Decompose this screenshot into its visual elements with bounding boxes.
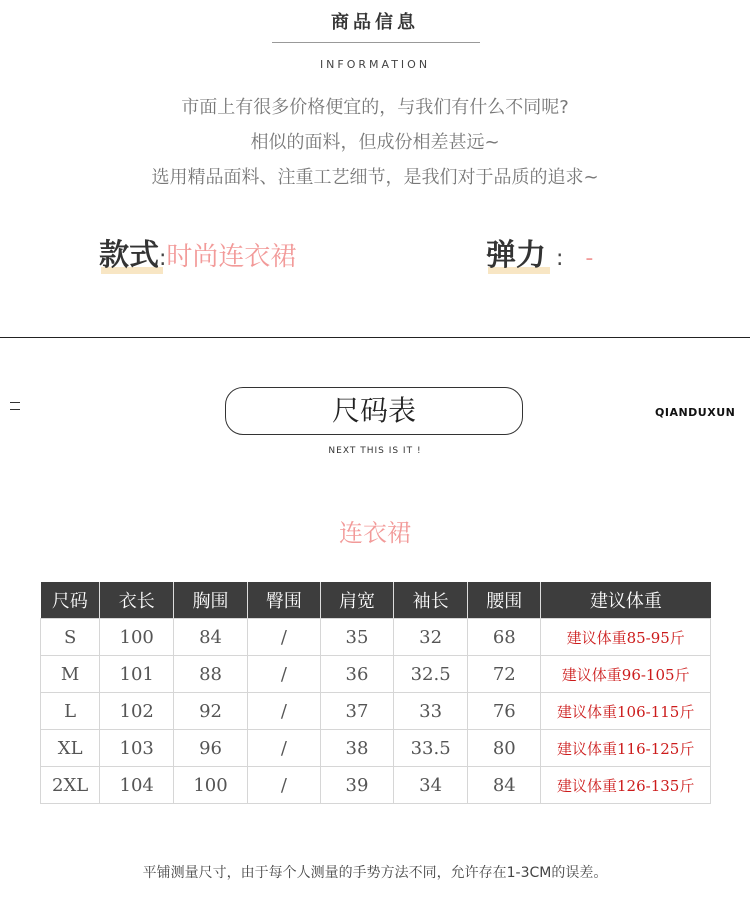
elastic-value: - <box>585 246 594 271</box>
style-value: 时尚连衣裙 <box>166 242 297 272</box>
cell-hip: / <box>247 767 320 804</box>
section-divider <box>0 337 750 338</box>
cell-hip: / <box>247 656 320 693</box>
elastic-colon: : <box>556 246 564 271</box>
cell-bust: 100 <box>174 767 248 804</box>
cell-bust: 96 <box>174 730 248 767</box>
header-bust: 胸围 <box>174 582 248 619</box>
header-waist: 腰围 <box>468 582 541 619</box>
cell-weight: 建议体重85-95斤 <box>541 619 711 656</box>
cell-size: S <box>41 619 100 656</box>
header-size: 尺码 <box>41 582 100 619</box>
elastic-label: 弹力 <box>486 230 546 274</box>
cell-weight: 建议体重126-135斤 <box>541 767 711 804</box>
cell-weight: 建议体重106-115斤 <box>541 693 711 730</box>
cell-weight: 建议体重116-125斤 <box>541 730 711 767</box>
cell-sleeve: 34 <box>394 767 468 804</box>
size-chart-title: 尺码表 <box>225 387 523 435</box>
brand-logo: QIANDUXUN <box>655 406 736 419</box>
cell-length: 101 <box>100 656 174 693</box>
title-underline <box>272 42 480 43</box>
cell-shoulder: 38 <box>320 730 393 767</box>
cell-length: 100 <box>100 619 174 656</box>
info-section-subtitle: INFORMATION <box>319 58 431 71</box>
style-attribute <box>99 230 296 274</box>
intro-line-1: 市面上有很多价格便宜的，与我们有什么不同呢? <box>181 97 569 118</box>
cell-length: 102 <box>100 693 174 730</box>
cell-weight: 建议体重96-105斤 <box>541 656 711 693</box>
cell-waist: 84 <box>468 767 541 804</box>
cell-waist: 72 <box>468 656 541 693</box>
cell-sleeve: 32 <box>394 619 468 656</box>
table-row <box>41 730 711 767</box>
next-caption: NEXT THIS IS IT ! <box>328 446 422 456</box>
table-row <box>41 767 711 804</box>
cell-size: 2XL <box>41 767 100 804</box>
header-length: 衣长 <box>100 582 174 619</box>
cell-hip: / <box>247 730 320 767</box>
table-row <box>41 619 711 656</box>
table-row <box>41 656 711 693</box>
cell-sleeve: 32.5 <box>394 656 468 693</box>
cell-waist: 80 <box>468 730 541 767</box>
cell-shoulder: 35 <box>320 619 393 656</box>
header-shoulder: 肩宽 <box>320 582 393 619</box>
style-label: 款式 <box>99 230 159 274</box>
side-mark-icon <box>10 402 20 410</box>
cell-sleeve: 33.5 <box>394 730 468 767</box>
header-sleeve: 袖长 <box>394 582 468 619</box>
size-table <box>40 582 711 804</box>
table-row <box>41 693 711 730</box>
cell-bust: 84 <box>174 619 248 656</box>
cell-shoulder: 36 <box>320 656 393 693</box>
cell-waist: 68 <box>468 619 541 656</box>
header-hip: 臀围 <box>247 582 320 619</box>
cell-bust: 92 <box>174 693 248 730</box>
style-colon: : <box>159 246 167 271</box>
cell-bust: 88 <box>174 656 248 693</box>
table-header-row <box>41 582 711 619</box>
cell-waist: 76 <box>468 693 541 730</box>
measurement-note: 平铺测量尺寸，由于每个人测量的手势方法不同，允许存在1-3CM的误差。 <box>142 865 608 881</box>
cell-size: M <box>41 656 100 693</box>
header-weight: 建议体重 <box>541 582 711 619</box>
intro-line-2: 相似的面料，但成份相差甚远~ <box>250 132 500 153</box>
cell-size: XL <box>41 730 100 767</box>
cell-hip: / <box>247 619 320 656</box>
cell-length: 103 <box>100 730 174 767</box>
cell-hip: / <box>247 693 320 730</box>
intro-line-3: 选用精品面料、注重工艺细节，是我们对于品质的追求~ <box>151 167 599 188</box>
cell-sleeve: 33 <box>394 693 468 730</box>
cell-size: L <box>41 693 100 730</box>
info-section-title: 商品信息 <box>331 12 419 33</box>
cell-shoulder: 37 <box>320 693 393 730</box>
cell-length: 104 <box>100 767 174 804</box>
elastic-attribute <box>486 230 593 274</box>
cell-shoulder: 39 <box>320 767 393 804</box>
table-title: 连衣裙 <box>339 519 411 547</box>
